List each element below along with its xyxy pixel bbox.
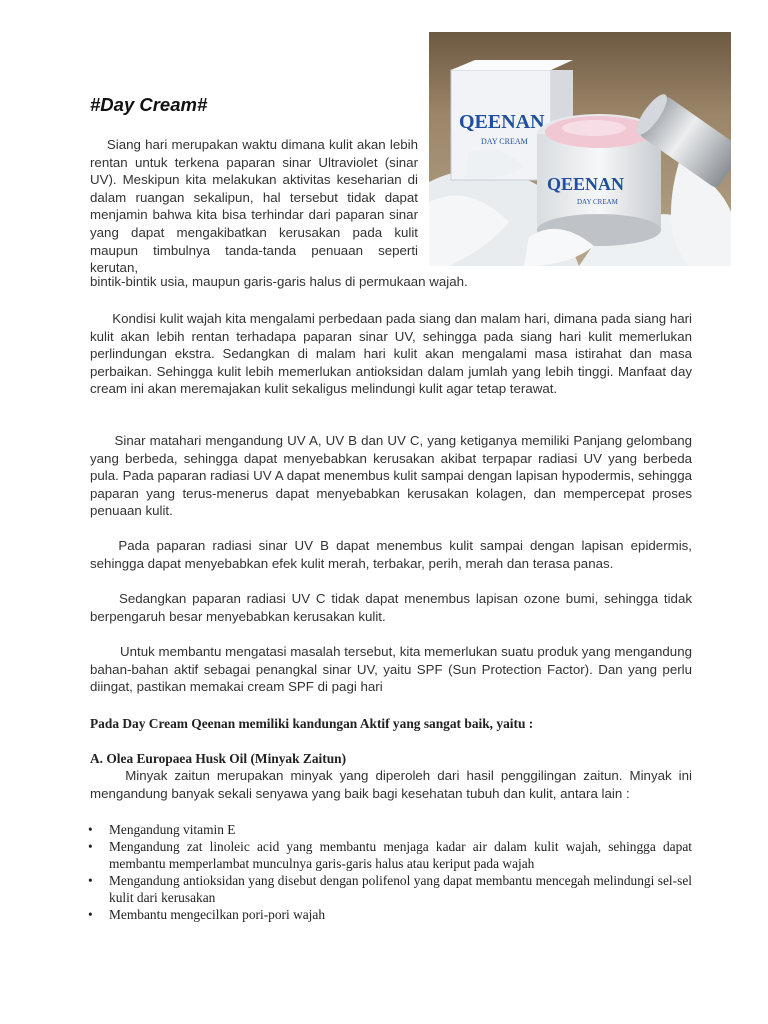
jar-subbrand-text: DAY CREAM bbox=[577, 198, 618, 206]
ingredients-heading: Pada Day Cream Qeenan memiliki kandungan Aktif yang sangat baik, yaitu : bbox=[90, 716, 534, 731]
list-item: • Mengandung antioksidan yang disebut dengan polifenol yang dapat membantu mencegah melindungi sel-sel kulit dari kerusakan bbox=[88, 873, 692, 905]
list-item: • Mengandung zat linoleic acid yang membantu menjaga kadar air dalam kulit wajah, sehingga dapat membantu memperlambat munculnya garis-garis halus atau keriput pada wajah bbox=[88, 839, 692, 871]
paragraph-uvb: Pada paparan radiasi sinar UV B dapat menembus kulit sampai dengan lapisan epidermis, sehingga dapat menyebabkan efek kulit merah, terbakar, perih, merah dan terasa panas. bbox=[90, 538, 693, 571]
bullet-icon: • bbox=[88, 907, 93, 922]
intro-paragraph-tail: bintik-bintik usia, maupun garis-garis halus di permukaan wajah. bbox=[90, 274, 468, 289]
bullet-icon: • bbox=[88, 822, 93, 837]
ingredient-a-heading: A. Olea Europaea Husk Oil (Minyak Zaitun) bbox=[90, 751, 347, 766]
product-photo bbox=[429, 32, 731, 266]
paragraph-minyak-zaitun: Minyak zaitun merupakan minyak yang diperoleh dari hasil penggilingan zaitun. Minyak ini mengandung banyak sekali senyawa yang baik bagi kesehatan tubuh dan kulit, antara lain : bbox=[90, 768, 692, 801]
list-item: • Membantu mengecilkan pori-pori wajah bbox=[88, 907, 326, 922]
box-brand-text: QEENAN bbox=[459, 111, 545, 133]
paragraph-sinar: Sinar matahari mengandung UV A, UV B dan UV C, yang ketiganya memiliki Panjang gelombang yang berbeda, sehingga dapat menyebabkan kerusakan akibat terpapar radiasi UV yang berbeda pula. Pada paparan radiasi UV A dapat menembus kulit sampai dengan lapisan hypodermis, sehingga paparan yang terus-menerus dapat menyebabkan kerusakan kolagen, dan mempercepat proses penuaan kulit. bbox=[90, 433, 692, 519]
paragraph-solusi: Untuk membantu mengatasi masalah tersebut, kita memerlukan suatu produk yang mengandung bahan-bahan aktif sebagai penangkal sinar UV, yaitu SPF (Sun Protection Factor). Dan yang perlu diingat, pastikan memakai cream SPF di pagi hari bbox=[90, 644, 692, 695]
box-subbrand-text: DAY CREAM bbox=[481, 137, 528, 146]
paragraph-uvc: Sedangkan paparan radiasi UV C tidak dapat menembus lapisan ozone bumi, sehingga tidak berpengaruh besar menyebabkan kerusakan kulit. bbox=[90, 591, 692, 624]
bullet-icon: • bbox=[88, 873, 93, 888]
paragraph-kondisi: Kondisi kulit wajah kita mengalami perbedaan pada siang dan malam hari, dimana pada siang hari kulit akan lebih rentan terhadapa paparan sinar UV, sehingga pada siang hari kulit memerlukan perlindungan ekstra. Sedangkan di malam hari kulit akan mengalami masa istirahat dan masa perbaikan. Sehingga kulit lebih memerlukan antioksidan dalam jumlah yang lebih tinggi. Manfaat day cream ini akan meremajakan kulit sekaligus melindungi kulit agar tetap terawat. bbox=[90, 311, 692, 397]
bullet-icon: • bbox=[88, 839, 93, 854]
list-item: • Mengandung vitamin E bbox=[88, 822, 236, 837]
page-title: #Day Cream# bbox=[90, 94, 208, 115]
intro-paragraph: Siang hari merupakan waktu dimana kulit akan lebih rentan untuk terkena paparan sinar Ultraviolet (sinar UV). Meskipun kita melakukan aktivitas keseharian di dalam ruangan sekalipun, hal tersebut tidak dapat menjamin bahwa kita bisa terhindar dari paparan sinar yang dapat mengakibatkan kerusakan pada kulit maupun timbulnya tanda-tanda penuaan seperti kerutan, bbox=[90, 137, 419, 276]
benefit-list bbox=[90, 821, 692, 923]
jar-brand-text: QEENAN bbox=[547, 174, 625, 194]
